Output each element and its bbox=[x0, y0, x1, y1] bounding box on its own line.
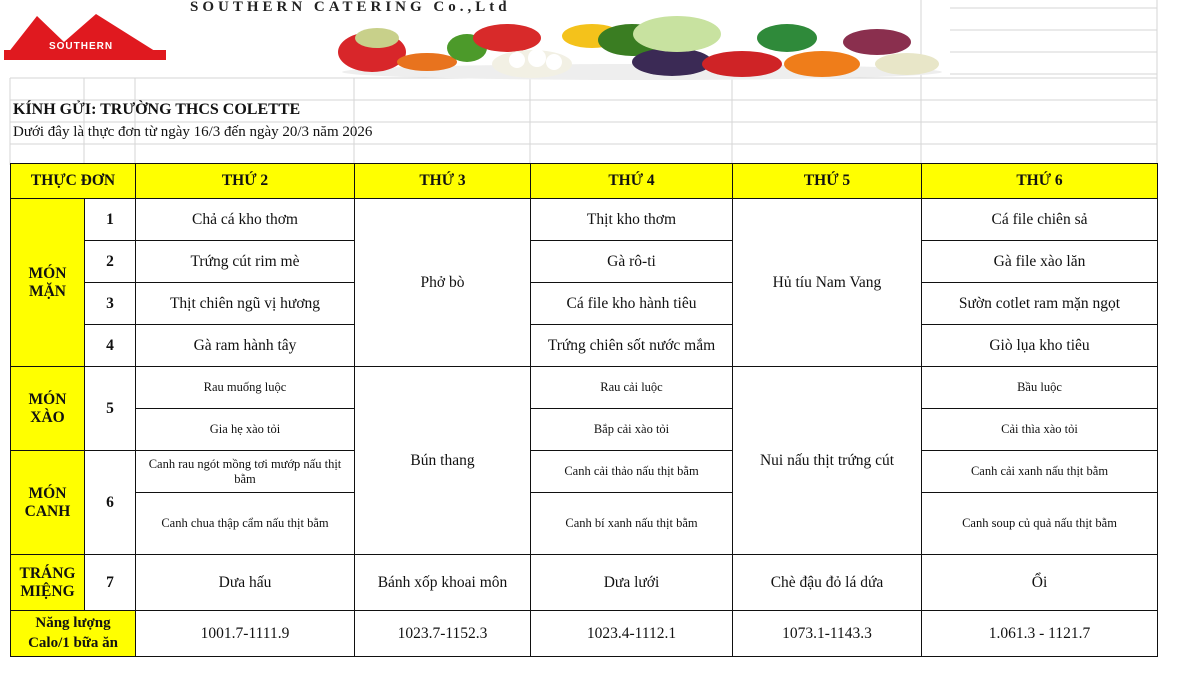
table-row bbox=[11, 199, 1158, 241]
vegetables-banner-image bbox=[332, 14, 952, 80]
day-header-thu4: THỨ 4 bbox=[531, 164, 733, 199]
category-mon-xao: MÓN XÀO bbox=[11, 367, 85, 451]
corner-label: THỰC ĐƠN bbox=[11, 164, 136, 199]
item-number: 1 bbox=[85, 199, 136, 241]
day-header-thu6: THỨ 6 bbox=[922, 164, 1158, 199]
dish-cell: Bắp cải xào tỏi bbox=[531, 409, 733, 451]
day-header-thu5: THỨ 5 bbox=[733, 164, 922, 199]
energy-cell: 1023.4-1112.1 bbox=[531, 611, 733, 657]
subtitle: Dưới đây là thực đơn từ ngày 16/3 đến ngày 20/3 năm 2026 bbox=[13, 124, 373, 140]
dish-cell: Canh soup củ quả nấu thịt bằm bbox=[922, 493, 1158, 555]
category-trang-mieng: TRÁNG MIỆNG bbox=[11, 555, 85, 611]
table-row bbox=[11, 367, 1158, 409]
weekly-menu-table bbox=[10, 163, 1158, 657]
item-number: 4 bbox=[85, 325, 136, 367]
dish-cell: Rau muống luộc bbox=[136, 367, 355, 409]
dish-cell: Sườn cotlet ram mặn ngọt bbox=[922, 283, 1158, 325]
dish-cell: Cá file chiên sả bbox=[922, 199, 1158, 241]
table-row bbox=[11, 451, 1158, 493]
dish-cell-merged: Nui nấu thịt trứng cút bbox=[733, 367, 922, 555]
dish-cell: Gà file xào lăn bbox=[922, 241, 1158, 283]
dish-cell: Trứng cút rim mè bbox=[136, 241, 355, 283]
dish-cell: Canh cải xanh nấu thịt bằm bbox=[922, 451, 1158, 493]
dish-cell-merged: Phở bò bbox=[355, 199, 531, 367]
category-mon-canh: MÓN CANH bbox=[11, 451, 85, 555]
day-header-thu2: THỨ 2 bbox=[136, 164, 355, 199]
energy-cell: 1001.7-1111.9 bbox=[136, 611, 355, 657]
category-mon-man: MÓN MẶN bbox=[11, 199, 85, 367]
dish-cell: Trứng chiên sốt nước mắm bbox=[531, 325, 733, 367]
category-energy: Năng lượng Calo/1 bữa ăn bbox=[11, 611, 136, 657]
dessert-cell: Chè đậu đỏ lá dứa bbox=[733, 555, 922, 611]
dish-cell: Cải thìa xào tỏi bbox=[922, 409, 1158, 451]
dish-cell: Bầu luộc bbox=[922, 367, 1158, 409]
dish-cell: Rau cải luộc bbox=[531, 367, 733, 409]
table-row bbox=[11, 241, 1158, 283]
logo-text: SOUTHERN bbox=[48, 41, 114, 52]
table-row bbox=[11, 325, 1158, 367]
dish-cell: Thịt chiên ngũ vị hương bbox=[136, 283, 355, 325]
item-number: 6 bbox=[85, 451, 136, 555]
dish-cell: Canh chua thập cẩm nấu thịt bằm bbox=[136, 493, 355, 555]
energy-cell: 1023.7-1152.3 bbox=[355, 611, 531, 657]
company-name: SOUTHERN CATERING Co.,Ltd bbox=[190, 0, 511, 15]
item-number: 5 bbox=[85, 367, 136, 451]
energy-cell: 1.061.3 - 1121.7 bbox=[922, 611, 1158, 657]
dish-cell: Chả cá kho thơm bbox=[136, 199, 355, 241]
table-row bbox=[11, 409, 1158, 451]
dish-cell-merged: Hủ tíu Nam Vang bbox=[733, 199, 922, 367]
dessert-cell: Dưa lưới bbox=[531, 555, 733, 611]
item-number: 3 bbox=[85, 283, 136, 325]
dish-cell: Canh bí xanh nấu thịt bằm bbox=[531, 493, 733, 555]
dish-cell: Canh cải thảo nấu thịt bằm bbox=[531, 451, 733, 493]
table-row bbox=[11, 493, 1158, 555]
greeting: KÍNH GỬI: TRƯỜNG THCS COLETTE bbox=[13, 101, 301, 118]
energy-cell: 1073.1-1143.3 bbox=[733, 611, 922, 657]
dish-cell: Gia hẹ xào tỏi bbox=[136, 409, 355, 451]
dish-cell: Canh rau ngót mồng tơi mướp nấu thịt bằm bbox=[136, 451, 355, 493]
dish-cell: Thịt kho thơm bbox=[531, 199, 733, 241]
table-row bbox=[11, 611, 1158, 657]
dessert-cell: Ổi bbox=[922, 555, 1158, 611]
item-number: 2 bbox=[85, 241, 136, 283]
header-row bbox=[11, 164, 1158, 199]
item-number: 7 bbox=[85, 555, 136, 611]
dish-cell: Gà rô-ti bbox=[531, 241, 733, 283]
dish-cell: Cá file kho hành tiêu bbox=[531, 283, 733, 325]
dish-cell-merged: Bún thang bbox=[355, 367, 531, 555]
table-row bbox=[11, 283, 1158, 325]
dish-cell: Gà ram hành tây bbox=[136, 325, 355, 367]
dessert-cell: Dưa hấu bbox=[136, 555, 355, 611]
table-row bbox=[11, 555, 1158, 611]
day-header-thu3: THỨ 3 bbox=[355, 164, 531, 199]
dessert-cell: Bánh xốp khoai môn bbox=[355, 555, 531, 611]
dish-cell: Giò lụa kho tiêu bbox=[922, 325, 1158, 367]
logo-mountains-icon bbox=[4, 12, 166, 60]
